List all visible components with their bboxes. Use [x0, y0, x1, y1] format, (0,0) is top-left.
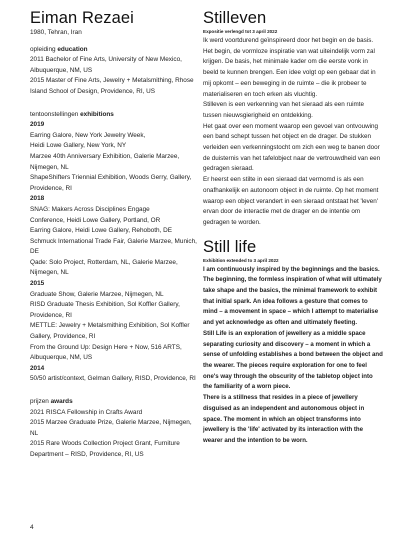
exhibition-entry: Qade: Solo Project, Rotterdam, NL, Galerie Marzee, Nijmegen, NL	[30, 258, 178, 277]
exhibitions-heading	[30, 110, 200, 121]
artist-birth: 1980, Tehran, Iran	[30, 29, 82, 36]
exhibition-entry: Heidi Lowe Gallery, New York, NY	[30, 142, 127, 150]
awards-heading	[30, 397, 200, 408]
education-heading-en: education	[57, 45, 88, 53]
award-entry: 2021 RISCA Fellowship in Crafts Award	[30, 408, 143, 416]
body-paragraph-nl: Er heerst een stilte in een sieraad dat vermomd is als een onafhankelijk en autonoom object in de ruimte. Op het moment waarop een object verandert in een sieraad ontstaat het 'leven' ervan door de interactie met de drager en de intentie om gedragen te worden.	[203, 176, 379, 226]
exhibition-entry: Earring Galore, New York Jewelry Week,	[30, 131, 146, 139]
exhibition-entry: METTLE: Jewelry + Metalsmithing Exhibition, Sol Koffler Gallery, Providence, RI	[30, 322, 190, 341]
exhibition-entry: From the Ground Up: Design Here + Now, 516 ARTS, Albuquerque, NM, US	[30, 343, 182, 362]
education-entry: 2015 Master of Fine Arts, Jewelry + Metalsmithing, Rhose Island School of Design, Providence, RI, US	[30, 77, 194, 95]
exhibition-entry: Conference, Heidi Lowe Gallery, Portland, OR	[30, 216, 161, 224]
education-heading-nl: opleiding	[30, 45, 56, 53]
artist-name: Eiman Rezaei	[30, 9, 134, 27]
awards-heading-nl: prijzen	[30, 398, 49, 405]
exhibition-entry: 50/50 artist/context, Gelman Gallery, RISD, Providence, RI	[30, 375, 196, 383]
exhibition-entry: ShapeShifters Triennial Exhibition, Woods Gerry, Gallery, Providence, RI	[30, 174, 192, 192]
exhibition-text-column	[203, 8, 383, 447]
exhibition-entry: Schmuck International Trade Fair, Galerie Marzee, Munich, DE	[30, 237, 197, 256]
exhibition-entry: SNAG: Makers Across Disciplines Engage	[30, 205, 150, 213]
exhibition-year: 2018	[30, 195, 45, 203]
body-paragraph-nl: Het gaat over een moment waarop een gevoel van ontvouwing een band schept tussen het object en de drager. De stukken verleiden een verkenningstocht om zich een weg te banen door de duisternis van het tafelobject naar de vertrouwdheid van een gedragen sieraad.	[203, 122, 381, 173]
body-paragraph-en: There is a stillness that resides in a piece of jewellery disguised as an independent and autonomous object in space. The moment in which an object transforms into jewellery is the 'life' activated by its interaction with the wearer and the intention to be worn.	[203, 394, 365, 444]
exhibition-entry: Marzee 40th Anniversary Exhibition, Galerie Marzee, Nijmegen, NL	[30, 152, 180, 171]
exhibition-year: 2015	[30, 280, 45, 288]
artist-bio-column	[30, 8, 200, 461]
exhibitions-heading-nl: tentoonstellingen	[30, 110, 79, 118]
exhibition-title-nl: Stilleven	[203, 9, 267, 27]
body-paragraph-nl: Stilleven is een verkenning van het sieraad als een ruimte tussen nieuwsgierigheid en ontdekking.	[203, 101, 365, 119]
body-paragraph-en: Still Life is an exploration of jewellery as a middle space separating curiosity and discovery – a moment in which a sense of unfolding establishes a bond between the object and the wearer. The pieces require exploration for one to feel one's way through the obscurity of the tabletop object into the familiarity of a worn piece.	[203, 329, 383, 391]
exhibition-meta-nl: Expositie verlengd tot 3 april 2022	[203, 29, 278, 34]
education-entry: 2011 Bachelor of Fine Arts, University of New Mexico, Albuquerque, NM, US	[30, 56, 182, 74]
award-entry: 2015 Marzee Graduate Prize, Galerie Marzee, Nijmegen, NL	[30, 419, 192, 437]
exhibition-entry: RISD Graduate Thesis Exhibition, Sol Koffler Gallery, Providence, RI	[30, 301, 180, 319]
page-number: 4	[30, 524, 34, 531]
awards-heading-en: awards	[50, 398, 73, 405]
award-entry: 2015 Rare Woods Collection Project Grant, Furniture Department – RISD, Providence, RI, US	[30, 440, 180, 458]
exhibition-year: 2014	[30, 364, 45, 372]
exhibition-meta-en: Exhibition extended to 3 april 2022	[203, 257, 279, 263]
exhibition-entry: Earring Galore, Heidi Lowe Gallery, Rehoboth, DE	[30, 227, 172, 235]
exhibition-entry: Graduate Show, Galerie Marzee, Nijmegen, NL	[30, 290, 164, 298]
body-paragraph-nl: Ik werd voortdurend geïnspireerd door het begin en de basis. Het begin, de vormloze inspiratie van wat uiteindelijk vorm zal krijgen. De basis, het minimale kader om die eerste vonk in beeld te kunnen brengen. Een idee volgt op een gebaar dat in mij opkomt – een beweging in de ruimte – die ik probeer te materialiseren en toch erken als vluchtig.	[203, 37, 376, 98]
education-heading	[30, 45, 200, 56]
exhibition-year: 2019	[30, 121, 45, 129]
exhibitions-heading-en: exhibitions	[80, 110, 114, 118]
body-paragraph-en: I am continuously inspired by the beginnings and the basics. The beginning, the formless inspiration of what will ultimately take shape and the basics, the minimal framework to exhibit that initial spark. An idea follows a gesture that comes to mind – a movement in space – which I attempt to materialise and yet acknowledge as often and ultimately fleeting.	[203, 265, 382, 327]
exhibition-title-en: Still life	[203, 237, 257, 256]
